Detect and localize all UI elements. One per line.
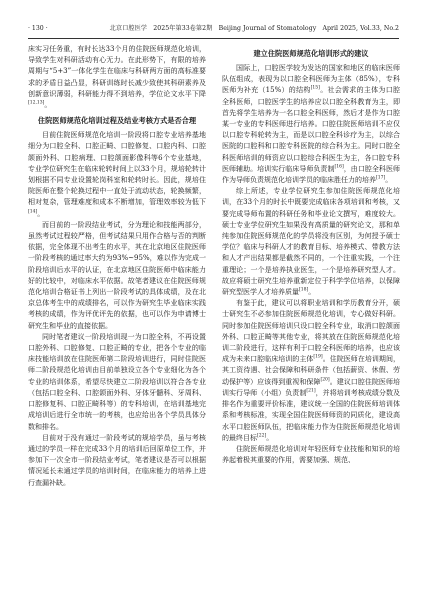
page-number: · 130 · (28, 25, 48, 32)
header-divider (28, 38, 399, 39)
left-column (28, 44, 206, 489)
paragraph: 目前住院医师规范化培训一阶段将口腔专业培养基地细分为口腔全科、口腔正畸、口腔修复、口腔内科、口腔颌面外科、口腔病理、口腔颌面影像科等6个专业基地，专业学位研究生在临床轮转时间上以33个月，规培轮转计划根据不同专业设置轮岗科室和轮转时长。因此，规培住院医师在整个轮换过程中一直处于流动状态，轮换频繁，相对复杂，管理难度和成本不断增加，管理效率较为低下[14]。 (28, 131, 206, 218)
paragraph: 床实习任务重，有时长达33个月的住院医师规范化培训，导致学生对科研活动有心无力。在此形势下，有限的培养周期与“5+3”一体化学生在临床与科研两方面的高标准要求的矛盾日益凸显，科研训练时长减少致使其科研素养及创新意识薄弱，科研能力得不到培养，学位论文水平下降[12,13]。 (28, 45, 206, 110)
running-head (28, 22, 399, 36)
section-heading: 住院医师规范化培训过程及结业考核方式是否合理 (37, 116, 197, 126)
paragraph: 有鉴于此，建议可以将职业培训和学历教育分开，硕士研究生不必参加住院医师规范化培训，专心做好科研。同时参加住院医师培训只设口腔全科专业，取消口腔颌面外科、口腔正畸等其他专业，将其放在住院医师规范化培训二阶段进行，这样有利于口腔全科医师的培养，也应该成为未来口腔临床培训的主体[19]。住院医师在培训期间，其工资待遇、社会保障和科研条件（包括薪资、休假、劳动保护等）应该得到重视和保障[20]。建议口腔住院医师培训实行导师（小组）负责制[21]，并将培训考核成绩分数及排名作为重要评价标准，建议统一全国的住院医师培训体系和考核标准，实现全国住院医师师资的同质化，建设高水平口腔医师队伍，把临床能力作为住院医师规范化培训的最终目标[22]。 (222, 299, 400, 442)
right-column (222, 44, 400, 466)
paragraph: 而目前的一阶段结业考试，分为理论和技能两部分，虽然考试过程较严格，但考试结果只用作合格与否的判断依据，完全体现不出考生的水平，其在北京地区住院医师一阶段考核的通过率大约为93%~95%，难以作为完成一阶段培训后水平的认证，在北京地区住院医师中临床能力好的比较中，对临床水平依据。故笔者建议在住院医师规范化培训合格证书上列出一阶段考试的具体成绩，及在北京总体考生中的成绩排名，可以作为研究生毕业临床实践考核的成绩，作为评优评先的依据，也可以作为申请博士研究生和毕业的直接依据。 (28, 220, 206, 330)
paragraph: 住院医师规范化培训对年轻医师专业技能和知识的培养起着极其重要的作用，需要加强、规范、 (222, 444, 400, 465)
journal-citation: 北京口腔医学 2025年第33卷第2期 Beijing Journal of Stomatology April 2025, Vol.33, No.2 (109, 25, 399, 32)
paragraph: 综上所述，专业学位研究生参加住院医师规范化培训，在33个月的时长中既要完成临床各项培训和考核，又要完成导师布置的科研任务和毕业论文撰写，难度较大。硕士专业学位研究生如果没有高质量的研究论文，那和单纯参加住院医师规范化的学员将没有区别，为何授予硕士学位？临床与科研人才的教育目标、培养模式、带教方法和人才产出结果都是截然不同的，一个注重实践，一个注重理论；一个是培养执业医生，一个是培养研究型人才。故应将硕士研究生培养重新定位于科学学位培养，以保障研究型医学人才培养质量[18]。 (222, 187, 400, 297)
paragraph: 同时笔者建议一阶段培训现一为口腔全科，不再设置口腔外科、口腔修复、口腔正畸的专业，把各个专业的临床技能培训放在住院医师第二阶段培训进行，同时住院医师二阶段规范化培训由目前单独设立各个专业细化为各个专业的培训体系，希望尽快建立二阶段培训以符合各专业（包括口腔全科、口腔颌面外科、牙体牙髓科、牙周科、口腔修复科、口腔正畸科等）的专科培训，在培训基地完成培训后进行全市统一的考核，也应给出各个学员具体分数和排名。 (28, 332, 206, 431)
paragraph: 国际上，口腔医学较为发达的国家和地区的临床医师队伍组成，表现为以口腔全科医师为主体（85%），专科医师为补充（15%）的结构[15]。社会需求的主体为口腔全科医师，口腔医学生的培养应以口腔全科教育为主，即首先将学生培养为一名口腔全科医师，然后才是作为口腔某一专业的专科医师进行培养。口腔住院医师培训不应仅以口腔专科轮转为主，而是以口腔全科诊疗为主，以综合医院的口腔科和口腔专科医院的综合科为主。同时口腔全科医师培训的师资应以口腔综合科医生为主，各口腔专科医师辅助。培训实行临床导师负责制[16]，由口腔全科医师作为导师负责规范化培训学员的临床胜任力的培养[17]。 (222, 64, 400, 185)
paragraph: 目前对于没有通过一阶段考试的规培学员，虽与考核通过的学员一样在完成33个月的培训后回原单位工作，并参加下一次全市一阶段结业考试，笔者建议是否可以根据情况延长未通过学员的培训时间，在临床能力的培养上进行查漏补缺。 (28, 433, 206, 487)
section-heading: 建立住院医师规范化培训形式的建议 (253, 49, 369, 58)
